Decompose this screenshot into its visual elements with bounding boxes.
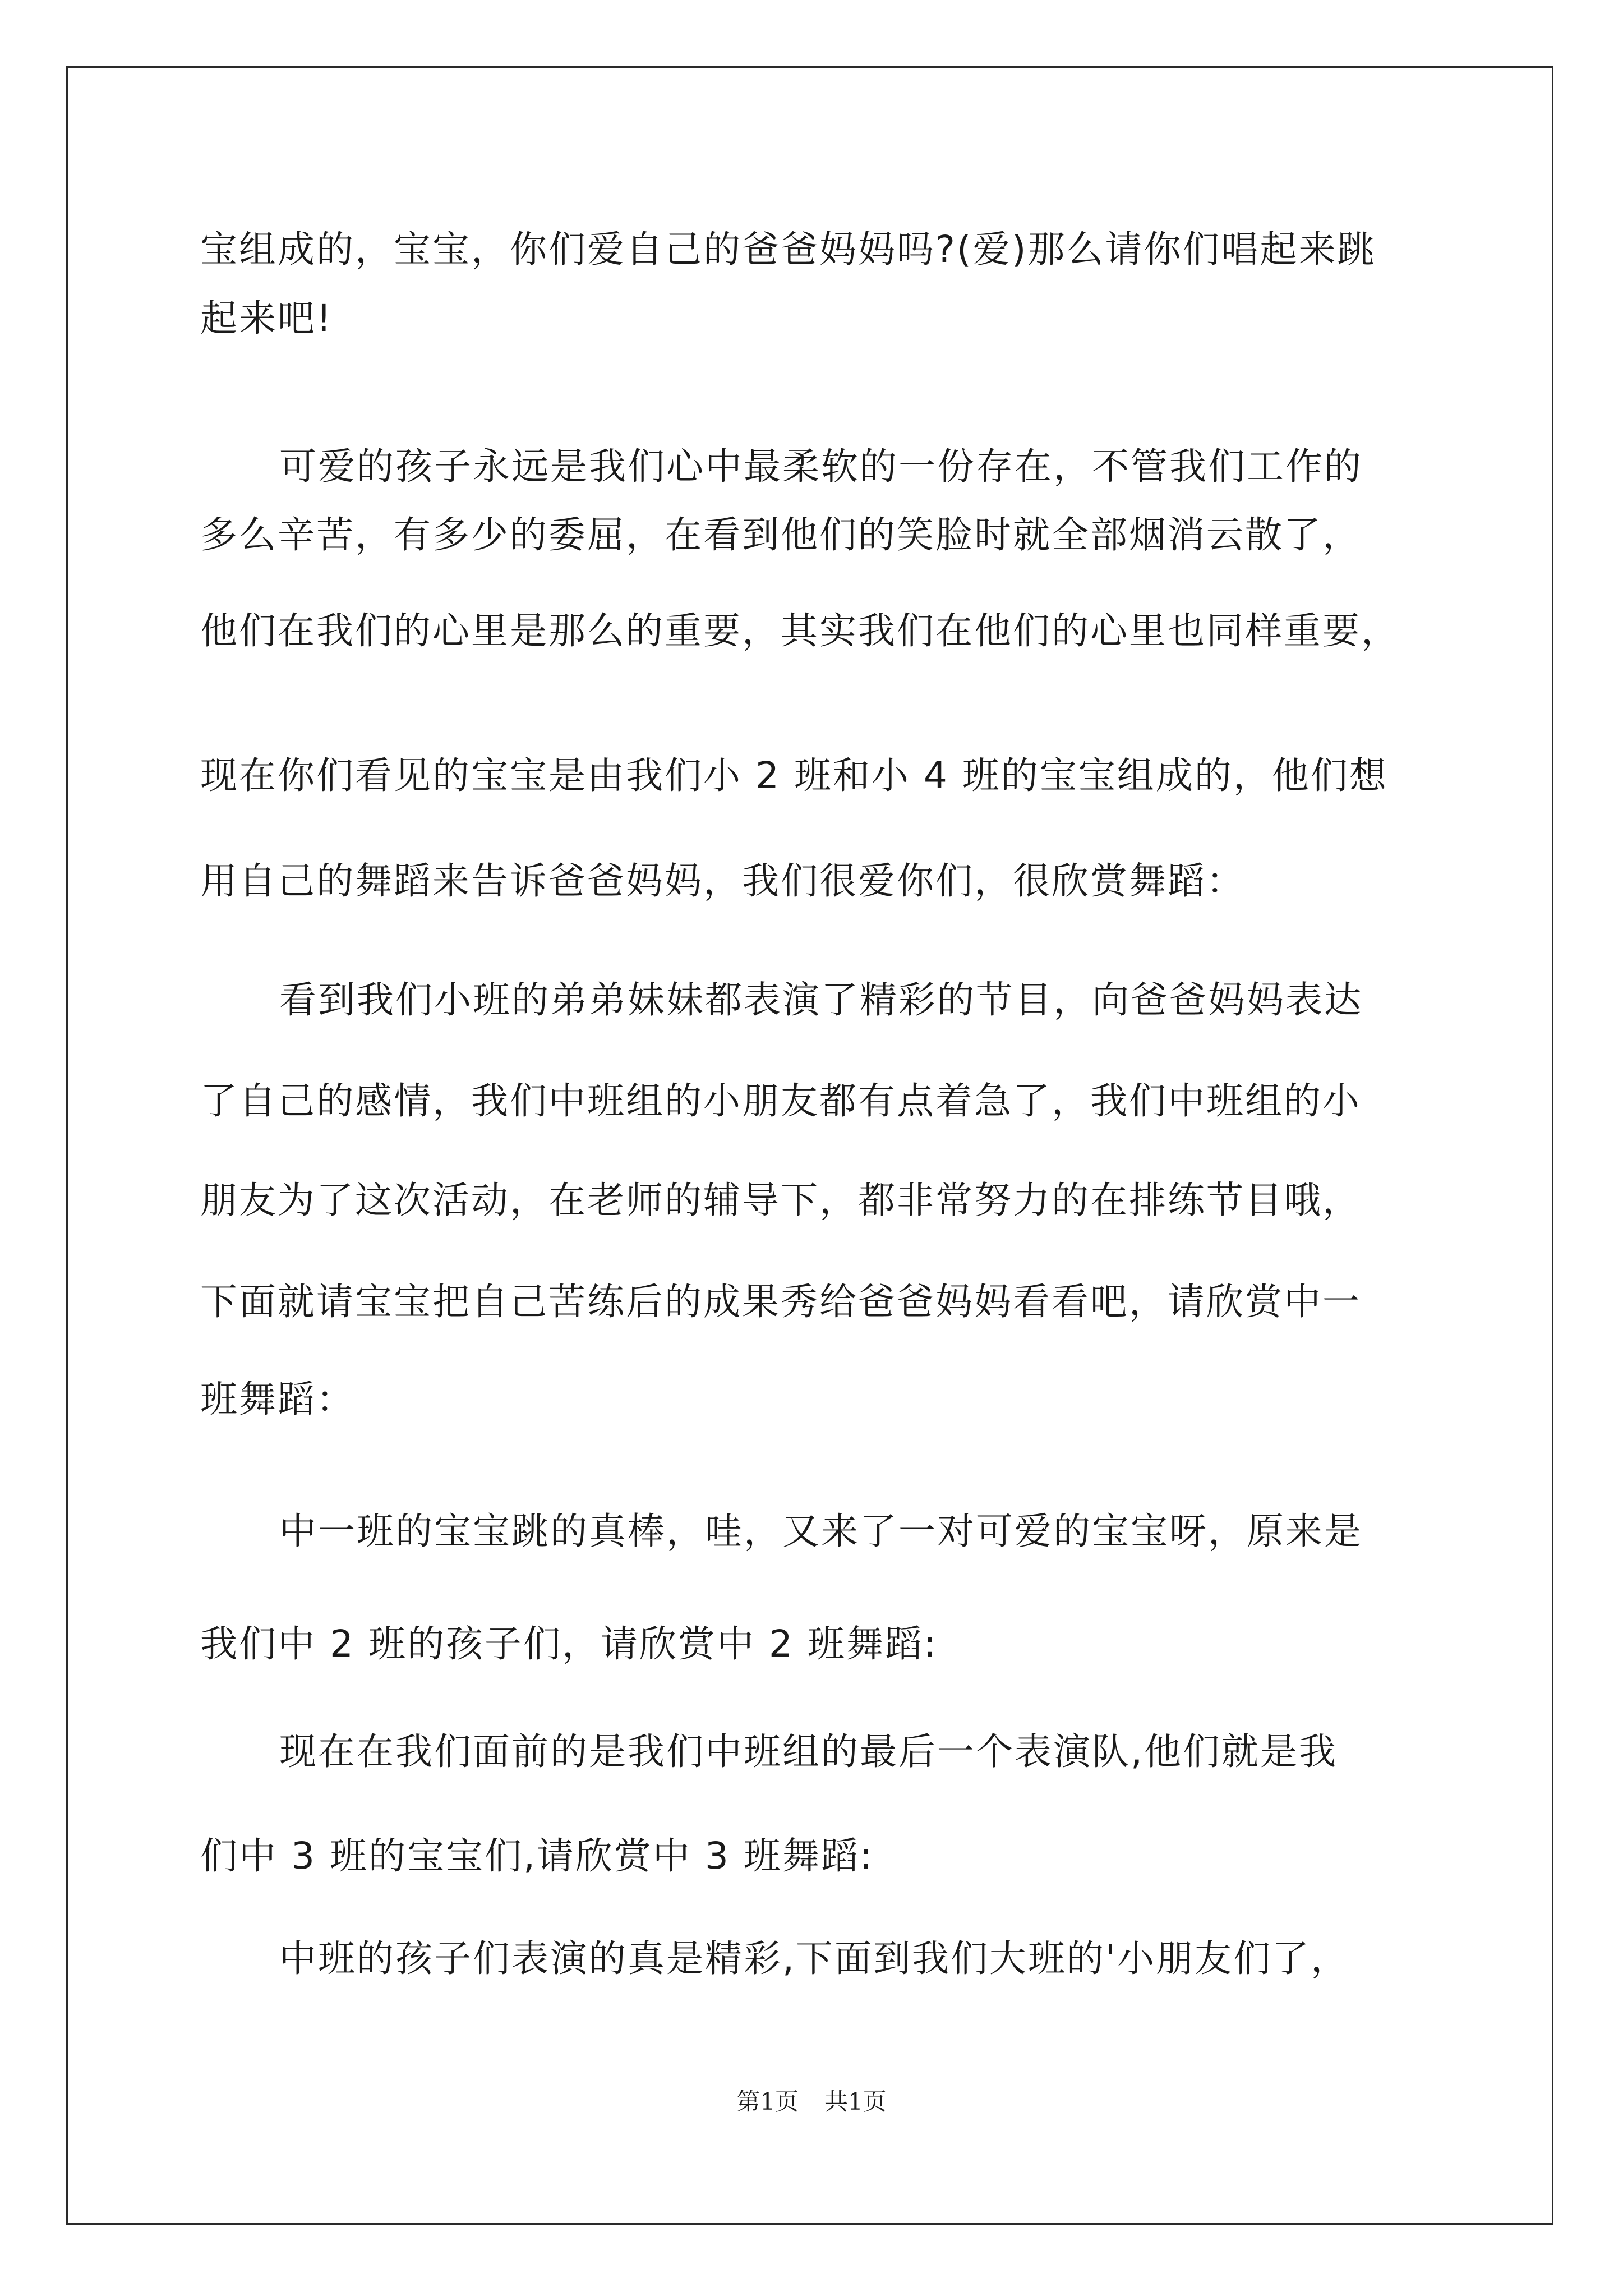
text-line: 现在你们看见的宝宝是由我们小 2 班和小 4 班的宝宝组成的，他们想 [200,754,1388,797]
page-number: 第1页 [736,2088,799,2115]
paragraph-first-line: 可爱的孩子永远是我们心中最柔软的一份存在，不管我们工作的 [279,445,1363,488]
text-line: 了自己的感情，我们中班组的小朋友都有点着急了，我们中班组的小 [200,1079,1361,1122]
paragraph-first-line: 现在在我们面前的是我们中班组的最后一个表演队,他们就是我 [279,1730,1338,1773]
text-line: 们中 3 班的宝宝们,请欣赏中 3 班舞蹈: [200,1834,874,1878]
text-line: 我们中 2 班的孩子们，请欣赏中 2 班舞蹈: [200,1622,938,1665]
text-line: 宝组成的，宝宝，你们爱自己的爸爸妈妈吗?(爱)那么请你们唱起来跳 [200,228,1376,271]
paragraph-first-line: 看到我们小班的弟弟妹妹都表演了精彩的节目，向爸爸妈妈表达 [279,978,1363,1022]
text-line: 朋友为了这次活动，在老师的辅导下，都非常努力的在排练节目哦， [200,1179,1361,1222]
page-border [66,66,1553,2225]
text-line: 起来吧! [200,297,333,340]
text-line: 下面就请宝宝把自己苦练后的成果秀给爸爸妈妈看看吧，请欣赏中一 [200,1280,1361,1323]
text-line: 班舞蹈： [200,1378,355,1421]
text-line: 用自己的舞蹈来告诉爸爸妈妈，我们很爱你们，很欣赏舞蹈： [200,859,1245,903]
page-total: 共1页 [824,2088,887,2115]
page-footer [0,2088,1623,2116]
text-line: 多么辛苦，有多少的委屈，在看到他们的笑脸时就全部烟消云散了， [200,513,1361,556]
text-line: 他们在我们的心里是那么的重要，其实我们在他们的心里也同样重要， [200,609,1400,652]
paragraph-first-line: 中班的孩子们表演的真是精彩,下面到我们大班的'小朋友们了， [279,1937,1350,1980]
paragraph-first-line: 中一班的宝宝跳的真棒，哇，又来了一对可爱的宝宝呀，原来是 [279,1510,1363,1553]
